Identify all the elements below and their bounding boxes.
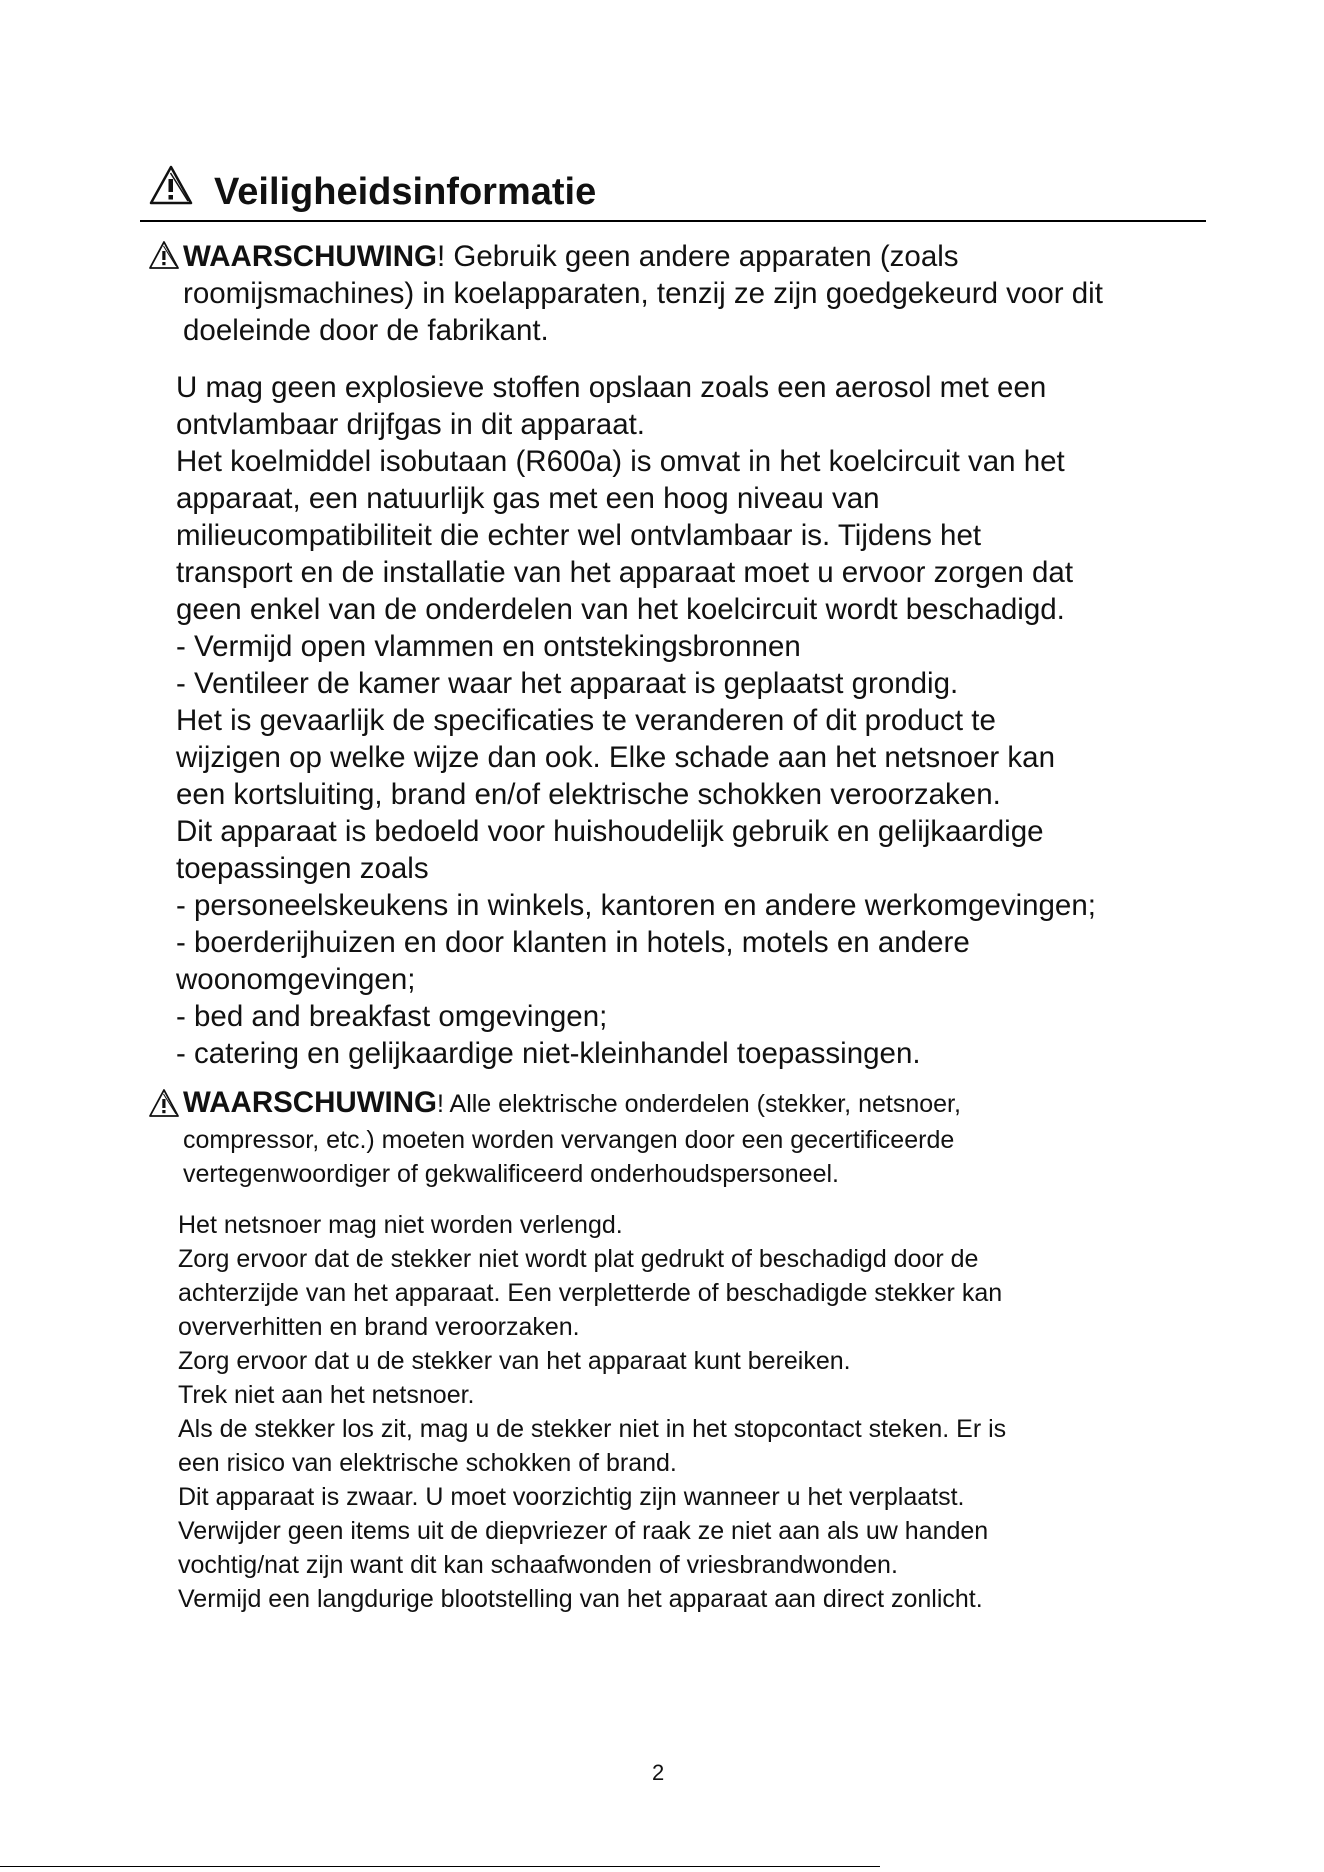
warning-1-body: roomijsmachines) in koelapparaten, tenzij ze zijn goedgekeurd voor dit doeleinde door de fabrikant. [183, 277, 1103, 347]
page-title: Veiligheidsinformatie [214, 171, 597, 213]
bottom-divider [0, 1866, 880, 1867]
title-divider [140, 220, 1206, 222]
warning-1 [183, 238, 959, 275]
warning-2 [183, 1086, 961, 1121]
page-number: 2 [652, 1760, 665, 1785]
warning-label: WAARSCHUWING [183, 1086, 438, 1119]
warning-triangle-icon [148, 164, 194, 206]
warning-triangle-icon [148, 240, 180, 270]
warning-1-first-line: WAARSCHUWING! Gebruik geen andere apparaten (zoals [183, 240, 959, 273]
paragraph-block-1: U mag geen explosieve stoffen opslaan zoals een aerosol met een ontvlambaar drijfgas in dit apparaat. Het koelmiddel isobutaan (R600a) is omvat in het koelcircuit van het apparaat, een natuurlijk gas met een hoog niveau van milieucompatibiliteit die echter wel ontvlambaar is. Tijdens het transport en de installatie van het apparaat moet u ervoor zorgen dat geen enkel van de onderdelen van het koelcircuit wordt beschadigd. - Vermijd open vlammen en ontstekingsbronnen - Ventileer de kamer waar het apparaat is geplaatst grondig. Het is gevaarlijk de specificaties te veranderen of dit product te wijzigen op welke wijze dan ook. Elke schade aan het netsnoer kan een kortsluiting, brand en/of elektrische schokken veroorzaken. Dit apparaat is bedoeld voor huishoudelijk gebruik en gelijkaardige toepassingen zoals - personeelskeukens in winkels, kantoren en andere werkomgevingen; - boerderijhuizen en door klanten in hotels, motels en andere woonomgevingen; - bed and breakfast omgevingen; - catering en gelijkaardige niet-kleinhandel toepassingen. [176, 371, 1096, 1070]
warning-label: WAARSCHUWING [183, 240, 438, 273]
paragraph-block-2: Het netsnoer mag niet worden verlengd. Zorg ervoor dat de stekker niet wordt plat gedrukt of beschadigd door de achterzijde van het apparaat. Een verpletterde of beschadigde stekker kan oververhitten en brand veroorzaken. Zorg ervoor dat u de stekker van het apparaat kunt bereiken. Trek niet aan het netsnoer. Als de stekker los zit, mag u de stekker niet in het stopcontact steken. Er is een risico van elektrische schokken of brand. Dit apparaat is zwaar. U moet voorzichtig zijn wanneer u het verplaatst. Verwijder geen items uit de diepvriezer of raak ze niet aan als uw handen vochtig/nat zijn want dit kan schaafwonden of vriesbrandwonden. Vermijd een langdurige blootstelling van het apparaat aan direct zonlicht. [178, 1211, 1007, 1613]
warning-triangle-icon [148, 1088, 180, 1118]
warning-2-first-line: WAARSCHUWING! Alle elektrische onderdelen (stekker, netsnoer, [183, 1086, 961, 1119]
warning-2-body: compressor, etc.) moeten worden vervangen door een gecertificeerde vertegenwoordiger of gekwalificeerd onderhoudspersoneel. [183, 1126, 955, 1188]
